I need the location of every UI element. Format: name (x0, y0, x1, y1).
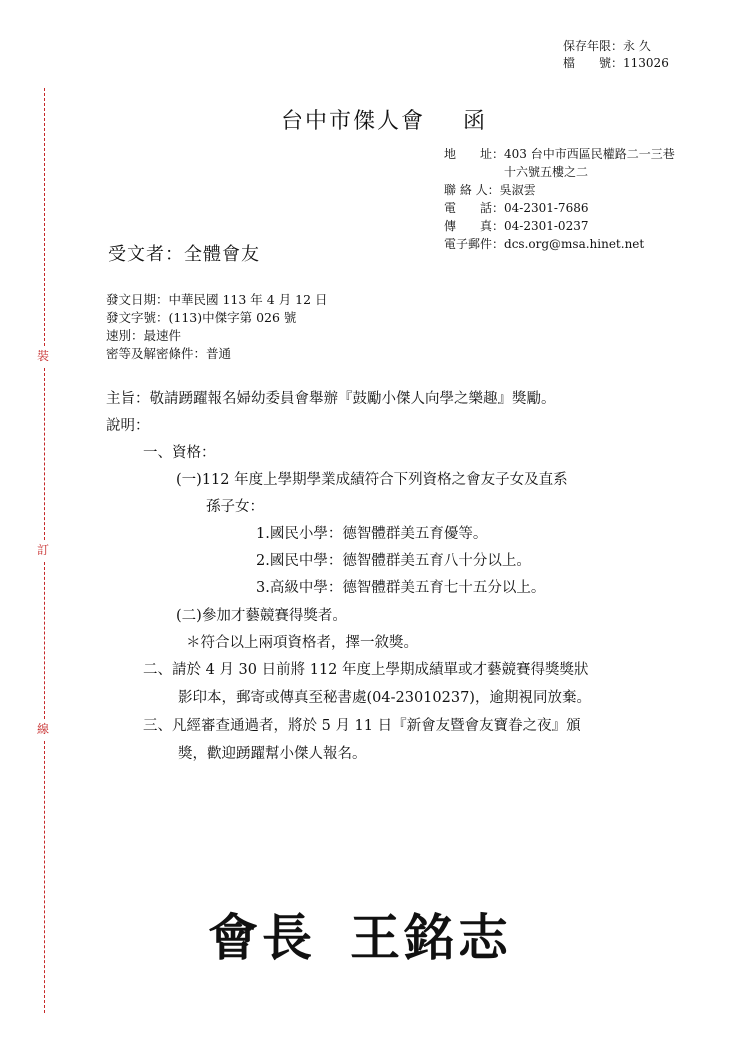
retention-period (563, 38, 651, 54)
signature-name: 王銘志 (350, 908, 512, 967)
issue-date: 發文日期：中華民國 113 年 4 月 12 日 (106, 292, 328, 307)
file-number (563, 55, 669, 71)
criteria-junior-high: 2.國民中學：德智體群美五育八十分以上。 (256, 553, 531, 569)
binding-line-segment (44, 741, 45, 1013)
binding-mark-bind: 裝 (37, 349, 50, 363)
secrecy-level: 密等及解密條件：普通 (106, 346, 232, 361)
phone-row (444, 199, 588, 217)
address-label: 地 址： (444, 147, 505, 161)
binding-mark-line: 線 (37, 722, 50, 736)
retention-value: 永 久 (623, 39, 651, 53)
address-row-continued: 十六號五樓之二 (504, 165, 589, 179)
contact-person-label: 聯 絡 人： (444, 183, 500, 197)
phone-value: 04-2301-7686 (504, 201, 589, 215)
fax-label: 傳 真： (444, 219, 505, 233)
binding-line-segment (44, 368, 45, 540)
email-row (444, 235, 644, 253)
signature (208, 898, 512, 970)
item-1-sub-1-line-1: (一)112 年度上學期學業成績符合下列資格之會友子女及直系 (176, 472, 568, 488)
contact-person-row (444, 181, 536, 199)
address-row (444, 145, 675, 163)
reference-number: 發文字號：(113)中傑字第 026 號 (106, 310, 297, 325)
item-3-line-1: 三、凡經審查通過者，將於 5 月 11 日『新會友暨會友寶眷之夜』頒 (143, 718, 581, 734)
item-3-line-2: 獎，歡迎踴躍幫小傑人報名。 (178, 746, 367, 762)
item-1-title: 一、資格： (143, 445, 216, 461)
retention-label: 保存年限： (563, 39, 624, 53)
file-number-value: 113026 (623, 56, 669, 70)
file-number-label: 檔 號： (563, 56, 624, 70)
page-title (281, 104, 487, 135)
binding-line-segment (44, 562, 45, 719)
criteria-primary-school: 1.國民小學：德智體群美五育優等。 (256, 526, 488, 542)
fax-row (444, 217, 588, 235)
item-1-note: ＊符合以上兩項資格者，擇一敘獎。 (186, 635, 418, 651)
signature-title: 會長 (208, 908, 316, 967)
delivery-speed: 速別：最速件 (106, 328, 182, 343)
phone-label: 電 話： (444, 201, 505, 215)
document-type: 函 (463, 109, 488, 134)
item-2-line-2: 影印本，郵寄或傳真至秘書處(04-23010237)，逾期視同放棄。 (178, 690, 591, 706)
recipient: 受文者：全體會友 (108, 244, 260, 265)
item-1-sub-1-line-2: 孫子女： (206, 499, 264, 515)
contact-person-value: 吳淑雲 (499, 183, 536, 197)
binding-line-segment (44, 88, 45, 346)
subject-line: 主旨：敬請踴躍報名婦幼委員會舉辦『鼓勵小傑人向學之樂趣』獎勵。 (106, 391, 556, 407)
fax-value: 04-2301-0237 (504, 219, 589, 233)
address-value: 403 台中市西區民權路二一三巷 (504, 147, 675, 161)
email-label: 電子郵件： (444, 237, 505, 251)
criteria-senior-high: 3.高級中學：德智體群美五育七十五分以上。 (256, 580, 546, 596)
email-value: dcs.org@msa.hinet.net (504, 237, 645, 251)
binding-mark-stitch: 訂 (37, 543, 50, 557)
item-1-sub-2: (二)參加才藝競賽得獎者。 (176, 608, 347, 624)
explanation-label: 說明： (106, 418, 150, 434)
item-2-line-1: 二、請於 4 月 30 日前將 112 年度上學期成績單或才藝競賽得獎獎狀 (143, 662, 589, 678)
organization-name: 台中市傑人會 (281, 109, 426, 134)
